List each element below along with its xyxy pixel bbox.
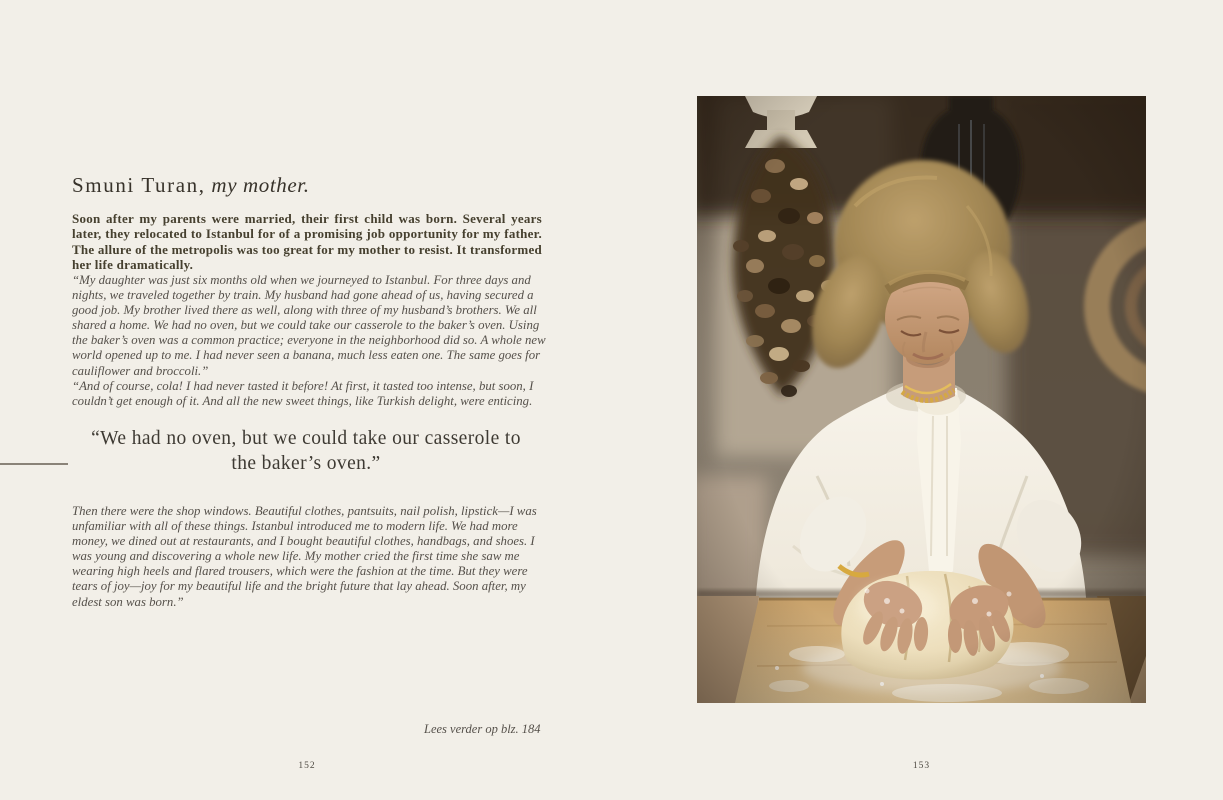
- body-paragraph: Then there were the shop windows. Beautiful clothes, pantsuits, nail polish, lipstick—I was unfamiliar with all of these things. Istanbul introduced me to modern life. We had more money, we dined out at restaurants, and I bought beautiful clothes, handbags, and shoes. I was young and discovering a whole new life. My mother cried the first time she saw me wearing high heels and flared trousers, which were the fashion at the time. But they were tears of joy—joy for my beautiful life and the bright future that lay ahead. Soon after, my eldest son was born.”: [72, 504, 537, 609]
- memoir-quote-part2: “And of course, cola! I had never tasted it before! At first, it tasted too intense, but soon, I couldn’t get enough of it. And all the new sweet things, like Turkish delight, were enticing.: [72, 378, 534, 408]
- page-title-name: Smuni Turan,: [72, 173, 206, 197]
- intro-paragraph: Soon after my parents were married, their first child was born. Several years later, they relocated to Istanbul for of a promising job opportunity for my father. The allure of the metropolis was too great for my mother to resist. It transformed her life dramatically.: [72, 211, 543, 272]
- photo-vignette: [697, 96, 1146, 703]
- pull-quote: “We had no oven, but we could take our casserole to the baker’s oven.”: [91, 428, 521, 474]
- page-number-left: 152: [298, 761, 316, 771]
- memoir-quote-part1: “My daughter was just six months old when we journeyed to Istanbul. For three days and nights, we traveled together by train. My husband had gone ahead of us, having secured a good job. My brother lived there as well, along with three of my husband’s brothers. We all shared a home. We had no oven, but we could take our casserole to the baker’s oven. Using the baker’s oven was a common practice; everyone in the neighborhood did so. A whole new world opened up to me. I had never seen a banana, much less eaten one. The same goes for cauliflower and broccoli.”: [72, 273, 546, 378]
- photo-kneading-dough: [697, 96, 1146, 703]
- page-title-subtitle: my mother.: [205, 173, 310, 197]
- page-title: [72, 173, 552, 198]
- page-number-right: 153: [912, 761, 931, 771]
- memoir-quote-block: [72, 273, 546, 409]
- decorative-rule: [0, 463, 68, 465]
- continuation-note: Lees verder op blz. 184: [424, 722, 541, 736]
